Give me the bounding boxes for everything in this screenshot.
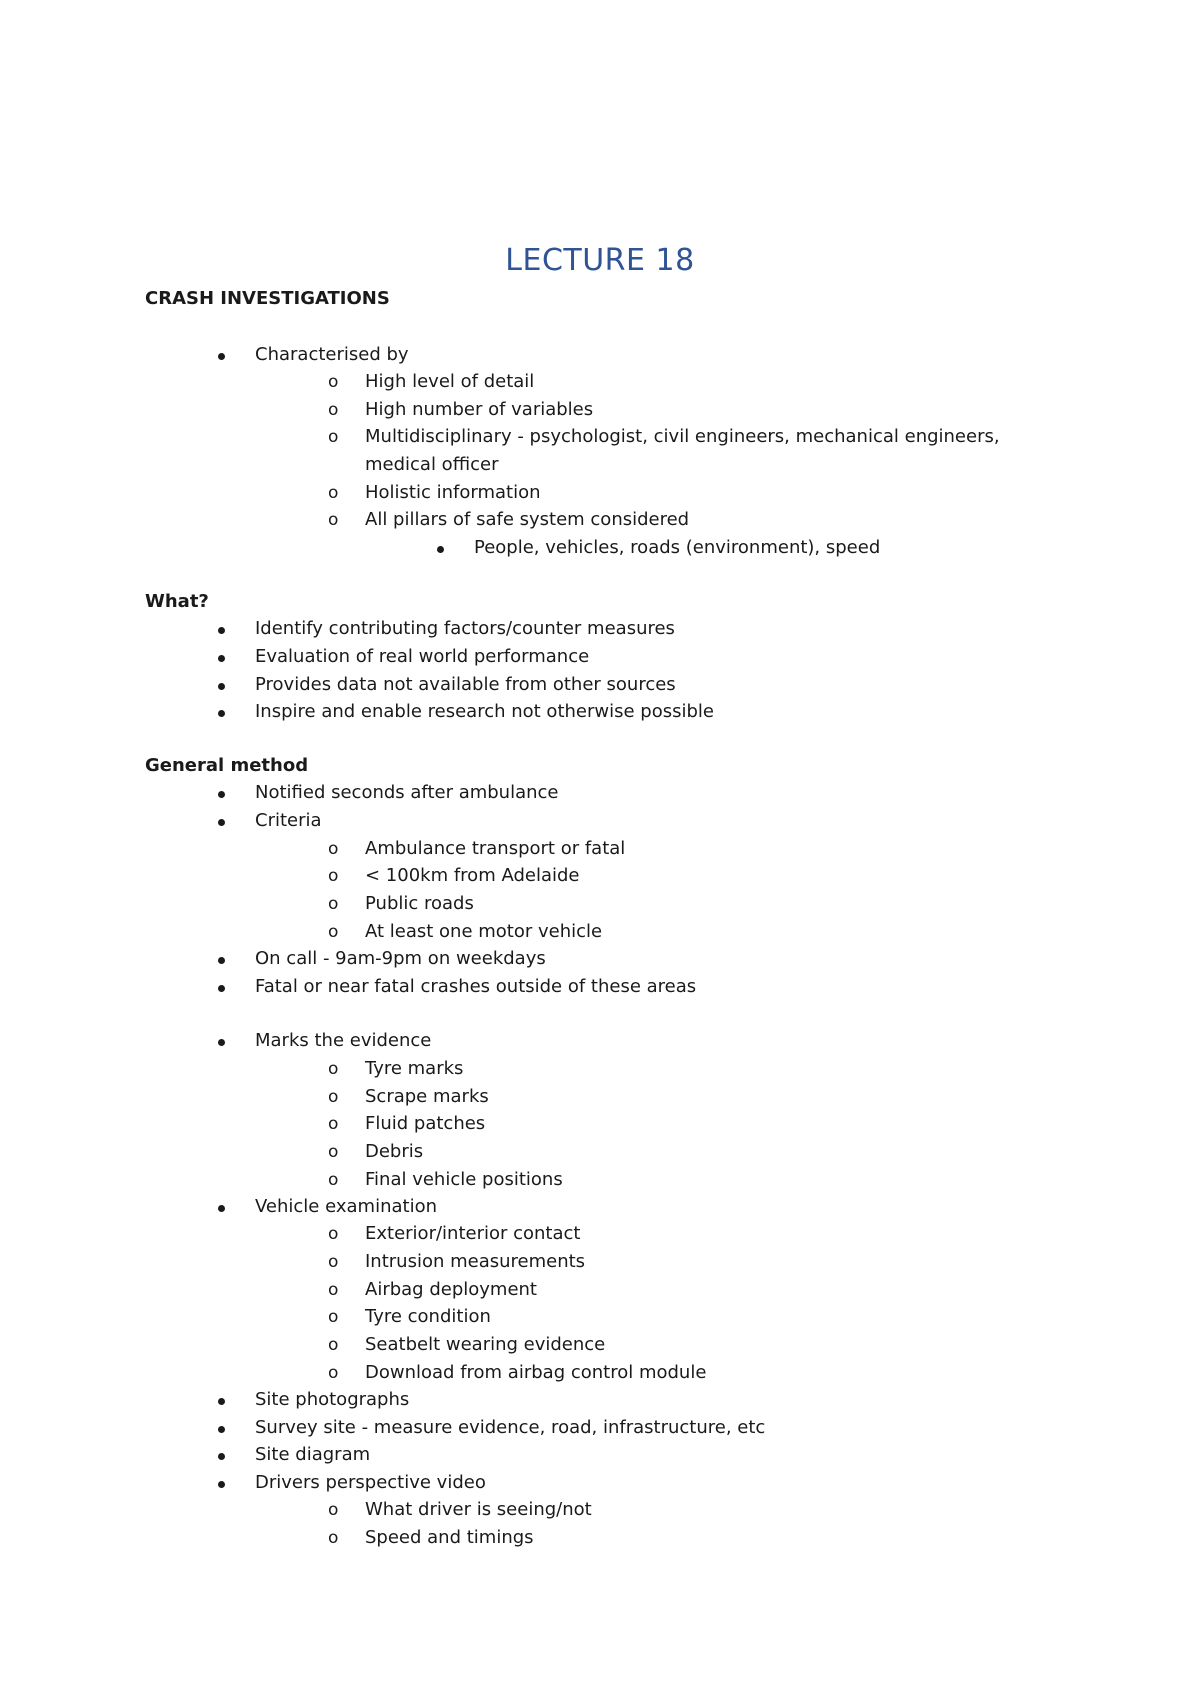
sub-list-item: Fluid patches bbox=[365, 1113, 486, 1134]
list-item: Vehicle examination bbox=[255, 1196, 437, 1217]
sub-bullet-icon: o bbox=[328, 1252, 339, 1272]
sub-bullet-icon: o bbox=[328, 1280, 339, 1300]
list-item: Inspire and enable research not otherwise possible bbox=[255, 701, 714, 722]
list-item: Site diagram bbox=[255, 1444, 371, 1465]
sub-bullet-icon: o bbox=[328, 1142, 339, 1162]
list-item: On call - 9am-9pm on weekdays bbox=[255, 948, 546, 969]
sub-bullet-icon: o bbox=[328, 1363, 339, 1383]
bullet-icon bbox=[218, 645, 225, 669]
bullet-icon bbox=[218, 343, 225, 367]
sub-list-item: Tyre condition bbox=[365, 1306, 491, 1327]
list-item: Evaluation of real world performance bbox=[255, 646, 590, 667]
sub-list-item: Speed and timings bbox=[365, 1527, 534, 1548]
sub-bullet-icon: o bbox=[328, 922, 339, 942]
sub-list-item: High level of detail bbox=[365, 371, 535, 392]
bullet-icon bbox=[218, 975, 225, 999]
sub-sub-list-item: People, vehicles, roads (environment), speed bbox=[474, 537, 881, 558]
page-title: LECTURE 18 bbox=[505, 243, 695, 278]
list-item: Criteria bbox=[255, 810, 322, 831]
bullet-icon bbox=[218, 1471, 225, 1495]
sub-list-item: Holistic information bbox=[365, 482, 541, 503]
list-item: Characterised by bbox=[255, 344, 409, 365]
bullet-icon bbox=[218, 809, 225, 833]
bullet-icon bbox=[218, 617, 225, 641]
bullet-icon bbox=[218, 700, 225, 724]
list-item: Notified seconds after ambulance bbox=[255, 782, 559, 803]
list-item: Identify contributing factors/counter measures bbox=[255, 618, 675, 639]
sub-bullet-icon: o bbox=[328, 1087, 339, 1107]
sub-list-item: Debris bbox=[365, 1141, 424, 1162]
sub-bullet-icon: o bbox=[328, 510, 339, 530]
sub-bullet-icon: o bbox=[328, 1170, 339, 1190]
sub-bullet-icon: o bbox=[328, 1335, 339, 1355]
sub-bullet-icon: o bbox=[328, 1059, 339, 1079]
list-item: Site photographs bbox=[255, 1389, 410, 1410]
sub-list-item-continued: medical officer bbox=[365, 454, 499, 475]
bullet-icon bbox=[218, 1443, 225, 1467]
sub-list-item: Public roads bbox=[365, 893, 474, 914]
sub-list-item: Final vehicle positions bbox=[365, 1169, 563, 1190]
sub-bullet-icon: o bbox=[328, 1307, 339, 1327]
sub-list-item: What driver is seeing/not bbox=[365, 1499, 592, 1520]
heading-crash-investigations: CRASH INVESTIGATIONS bbox=[145, 288, 390, 309]
heading-general-method: General method bbox=[145, 755, 309, 776]
sub-list-item: High number of variables bbox=[365, 399, 594, 420]
bullet-icon bbox=[437, 536, 444, 560]
bullet-icon bbox=[218, 1029, 225, 1053]
sub-bullet-icon: o bbox=[328, 894, 339, 914]
list-item: Marks the evidence bbox=[255, 1030, 432, 1051]
sub-list-item: Download from airbag control module bbox=[365, 1362, 707, 1383]
sub-bullet-icon: o bbox=[328, 372, 339, 392]
bullet-icon bbox=[218, 673, 225, 697]
sub-list-item: Tyre marks bbox=[365, 1058, 464, 1079]
sub-bullet-icon: o bbox=[328, 1528, 339, 1548]
bullet-icon bbox=[218, 947, 225, 971]
sub-list-item: Exterior/interior contact bbox=[365, 1223, 581, 1244]
sub-list-item: Intrusion measurements bbox=[365, 1251, 586, 1272]
heading-what: What? bbox=[145, 591, 209, 612]
sub-list-item: Scrape marks bbox=[365, 1086, 489, 1107]
sub-list-item: All pillars of safe system considered bbox=[365, 509, 690, 530]
sub-list-item: Seatbelt wearing evidence bbox=[365, 1334, 606, 1355]
bullet-icon bbox=[218, 1195, 225, 1219]
bullet-icon bbox=[218, 781, 225, 805]
sub-bullet-icon: o bbox=[328, 1500, 339, 1520]
list-item: Provides data not available from other sources bbox=[255, 674, 676, 695]
sub-list-item: Airbag deployment bbox=[365, 1279, 537, 1300]
sub-bullet-icon: o bbox=[328, 1224, 339, 1244]
sub-bullet-icon: o bbox=[328, 427, 339, 447]
list-item: Drivers perspective video bbox=[255, 1472, 486, 1493]
sub-bullet-icon: o bbox=[328, 839, 339, 859]
sub-bullet-icon: o bbox=[328, 400, 339, 420]
sub-list-item: Ambulance transport or fatal bbox=[365, 838, 626, 859]
bullet-icon bbox=[218, 1388, 225, 1412]
sub-bullet-icon: o bbox=[328, 1114, 339, 1134]
sub-list-item: At least one motor vehicle bbox=[365, 921, 603, 942]
sub-list-item: < 100km from Adelaide bbox=[365, 865, 580, 886]
sub-list-item: Multidisciplinary - psychologist, civil engineers, mechanical engineers, bbox=[365, 426, 1000, 447]
sub-bullet-icon: o bbox=[328, 483, 339, 503]
list-item: Fatal or near fatal crashes outside of these areas bbox=[255, 976, 697, 997]
list-item: Survey site - measure evidence, road, infrastructure, etc bbox=[255, 1417, 766, 1438]
sub-bullet-icon: o bbox=[328, 866, 339, 886]
bullet-icon bbox=[218, 1416, 225, 1440]
